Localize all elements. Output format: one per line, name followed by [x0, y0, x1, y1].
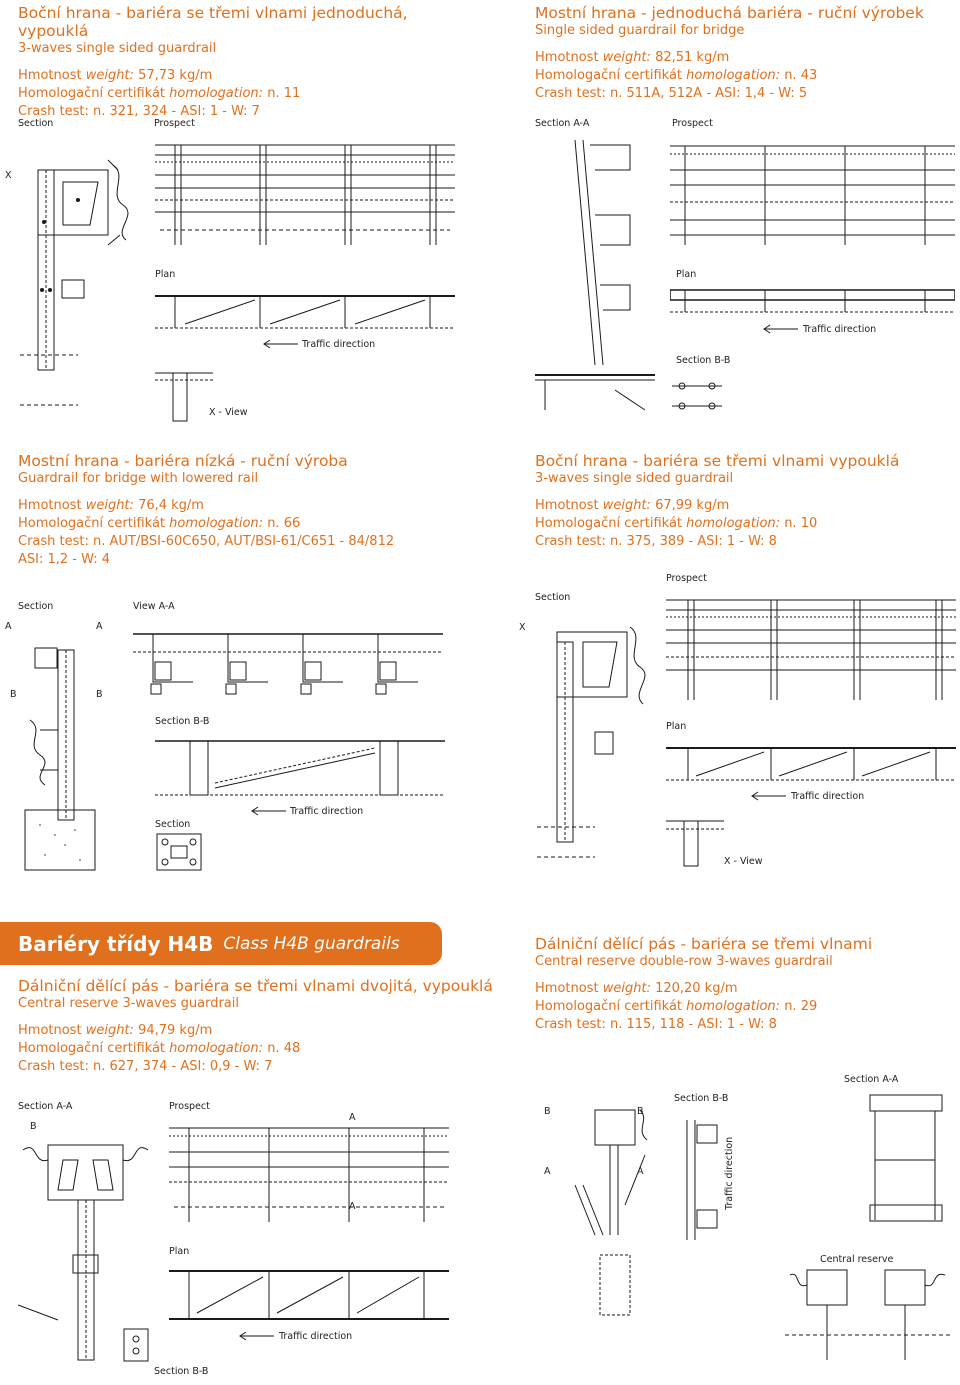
block-2-title-cz: Mostní hrana - jednoduchá bariéra - ruční výrobek — [535, 4, 924, 22]
b3-traffic-arrow — [250, 806, 288, 816]
block-6-homologation: Homologační certifikát homologation: n. 29 — [535, 999, 818, 1014]
block-3-title-cz: Mostní hrana - bariéra nízká - ruční výroba — [18, 452, 348, 470]
b3-section-bb-drawing — [155, 733, 445, 803]
b3-label-section: Section — [18, 601, 54, 612]
b2-label-section-aa: Section A-A — [535, 118, 590, 129]
b2-plan-drawing — [670, 286, 955, 318]
block-1-homologation: Homologační certifikát homologation: n. 11 — [18, 86, 301, 101]
block-6-weight: Hmotnost weight: 120,20 kg/m — [535, 981, 738, 996]
b6-section-aa-drawing — [865, 1090, 950, 1230]
b3-label-section-2: Section — [155, 819, 191, 830]
b5-label-section-aa: Section A-A — [18, 1101, 73, 1112]
b5-traffic-arrow — [238, 1331, 276, 1341]
b1-plan-drawing — [155, 288, 455, 338]
b5-label-plan: Plan — [169, 1246, 190, 1257]
b3-view-aa-drawing — [133, 622, 443, 712]
b4-label-traffic: Traffic direction — [791, 791, 865, 802]
block-1-weight: Hmotnost weight: 57,73 kg/m — [18, 68, 213, 83]
b4-prospect-drawing — [666, 595, 956, 705]
b4-plan-drawing — [666, 740, 956, 788]
block-6-title-en: Central reserve double-row 3-waves guardrail — [535, 954, 833, 969]
b1-label-traffic: Traffic direction — [302, 339, 376, 350]
block-3-title-en: Guardrail for bridge with lowered rail — [18, 471, 259, 486]
block-2-crash: Crash test: n. 511A, 512A - ASI: 1,4 - W: 5 — [535, 86, 808, 101]
block-5-weight: Hmotnost weight: 94,79 kg/m — [18, 1023, 213, 1038]
b2-traffic-arrow — [762, 324, 800, 334]
b5-label-prospect: Prospect — [169, 1101, 210, 1112]
b5-label-traffic: Traffic direction — [279, 1331, 353, 1342]
b2-label-section-bb: Section B-B — [676, 355, 731, 366]
b1-prospect-drawing — [155, 140, 455, 250]
b6-label-central-reserve: Central reserve — [820, 1254, 894, 1265]
block-2-weight: Hmotnost weight: 82,51 kg/m — [535, 50, 730, 65]
b2-label-prospect: Prospect — [672, 118, 713, 129]
block-5-homologation: Homologační certifikát homologation: n. 48 — [18, 1041, 301, 1056]
section-badge — [0, 922, 442, 965]
b4-section-drawing — [535, 612, 655, 867]
b5-section-bb-drawing — [120, 1325, 160, 1365]
block-3-info — [18, 452, 458, 569]
block-1-info — [18, 4, 458, 121]
block-5-crash: Crash test: n. 627, 374 - ASI: 0,9 - W: 7 — [18, 1059, 273, 1074]
b4-label-prospect: Prospect — [666, 573, 707, 584]
b3-section-small-drawing — [155, 832, 203, 872]
b2-section-bb-drawing — [672, 372, 732, 417]
b6-label-a-right: A — [637, 1166, 644, 1177]
block-4-title-en: 3-waves single sided guardrail — [535, 471, 734, 486]
b3-label-view-aa: View A-A — [133, 601, 175, 612]
b4-label-section: Section — [535, 592, 571, 603]
b6-label-section-bb: Section B-B — [674, 1093, 729, 1104]
b1-label-x: X — [5, 170, 12, 181]
b2-section-drawing — [535, 135, 660, 415]
block-3-weight: Hmotnost weight: 76,4 kg/m — [18, 498, 204, 513]
b4-xview-drawing — [666, 815, 726, 870]
block-4-crash: Crash test: n. 375, 389 - ASI: 1 - W: 8 — [535, 534, 777, 549]
block-4-weight: Hmotnost weight: 67,99 kg/m — [535, 498, 730, 513]
b6-label-section-aa: Section A-A — [844, 1074, 899, 1085]
b1-label-plan: Plan — [155, 269, 176, 280]
b6-label-b-right: B — [637, 1106, 644, 1117]
block-1-title-cz: Boční hrana - bariéra se třemi vlnami jednoduchá, vypouklá — [18, 4, 408, 40]
block-2-homologation: Homologační certifikát homologation: n. 43 — [535, 68, 818, 83]
b5-prospect-drawing — [169, 1122, 449, 1232]
b4-label-xview: X - View — [724, 856, 763, 867]
block-1-crash: Crash test: n. 321, 324 - ASI: 1 - W: 7 — [18, 104, 260, 119]
block-3-crash-2: ASI: 1,2 - W: 4 — [18, 552, 110, 567]
b1-traffic-arrow — [262, 339, 300, 349]
block-2-title-en: Single sided guardrail for bridge — [535, 23, 745, 38]
b4-label-plan: Plan — [666, 721, 687, 732]
b4-traffic-arrow — [750, 791, 788, 801]
b3-label-traffic: Traffic direction — [290, 806, 364, 817]
b6-section-drawing — [555, 1105, 665, 1345]
badge-sub: Class H4B guardrails — [223, 933, 400, 954]
b6-central-reserve-drawing — [785, 1265, 950, 1365]
block-4-info — [535, 452, 955, 551]
b6-label-a-left: A — [544, 1166, 551, 1177]
block-6-info — [535, 935, 955, 1034]
b1-label-xview: X - View — [209, 407, 248, 418]
block-3-homologation: Homologační certifikát homologation: n. 66 — [18, 516, 301, 531]
b5-label-b: B — [30, 1121, 37, 1132]
b3-section-drawing — [20, 630, 110, 875]
block-5-title-cz: Dálniční dělící pás - bariéra se třemi vlnami dvojitá, vypouklá — [18, 977, 493, 995]
b6-section-bb-drawing — [672, 1110, 727, 1250]
block-2-info — [535, 4, 955, 103]
block-6-title-cz: Dálniční dělící pás - bariéra se třemi vlnami — [535, 935, 873, 953]
block-4-title-cz: Boční hrana - bariéra se třemi vlnami vypouklá — [535, 452, 900, 470]
b5-plan-drawing — [169, 1265, 449, 1325]
b1-section-drawing — [18, 140, 138, 420]
badge-main: Bariéry třídy H4B — [18, 931, 214, 956]
b3-label-b-left: B — [10, 689, 17, 700]
block-4-homologation: Homologační certifikát homologation: n. 10 — [535, 516, 818, 531]
b1-label-prospect: Prospect — [154, 118, 195, 129]
b4-label-x: X — [519, 622, 526, 633]
b5-label-a-top: A — [349, 1112, 356, 1123]
b2-prospect-drawing — [670, 140, 955, 250]
b3-label-a-left: A — [5, 621, 12, 632]
block-5-info — [18, 977, 508, 1076]
b1-xview-drawing — [155, 365, 215, 425]
b6-label-b-left: B — [544, 1106, 551, 1117]
b1-label-section: Section — [18, 118, 54, 129]
b5-label-a-mid: A — [349, 1201, 356, 1212]
b2-label-plan: Plan — [676, 269, 697, 280]
block-3-crash: Crash test: n. AUT/BSI-60C650, AUT/BSI-61/C651 - 84/812 — [18, 534, 395, 549]
b2-label-traffic: Traffic direction — [803, 324, 877, 335]
block-1-title-en: 3-waves single sided guardrail — [18, 41, 217, 56]
b3-label-section-bb: Section B-B — [155, 716, 210, 727]
b6-label-traffic-vertical: Traffic direction — [724, 1136, 735, 1210]
b3-label-a-right: A — [96, 621, 103, 632]
b3-label-b-right: B — [96, 689, 103, 700]
block-5-title-en: Central reserve 3-waves guardrail — [18, 996, 239, 1011]
b5-label-section-bb: Section B-B — [154, 1366, 209, 1377]
block-6-crash: Crash test: n. 115, 118 - ASI: 1 - W: 8 — [535, 1017, 777, 1032]
